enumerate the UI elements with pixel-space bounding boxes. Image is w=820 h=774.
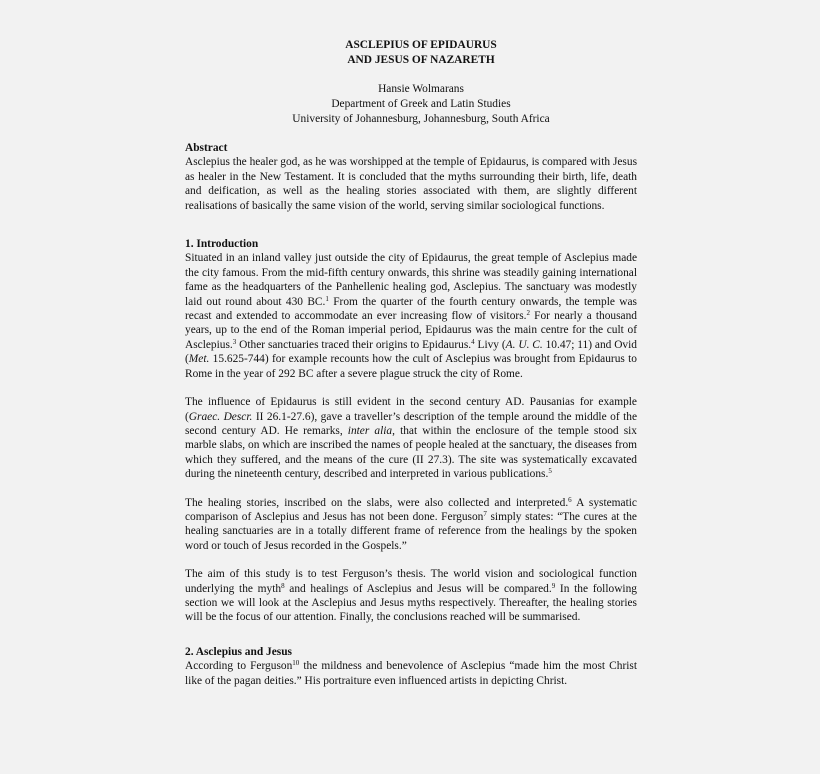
footnote-ref: 10 [292,659,300,668]
footnote-ref: 9 [551,581,556,590]
paper-content [185,38,637,688]
title-line-2: AND JESUS OF NAZARETH [347,54,495,66]
author-name: Hansie Wolmarans [378,83,464,95]
footnote-ref: 2 [526,309,530,318]
paper-title [185,38,637,68]
introduction-paragraph-2: The influence of Epidaurus is still evident in the second century AD. Pausanias for example (Graec. Descr. II 26.1-27.6), gave a traveller’s description of the temple around the middle of the second century AD. He remarks, inter alia, that within the enclosure of the temple stood six marble slabs, on which are inscribed the names of people healed at the sanctuary, the diseases from which they suffered, and the means of the cure (II 27.3). The site was systematically excavated during the nineteenth century, described and interpreted in various publications.$^5$ [185,396,637,481]
author-block [185,82,637,127]
introduction-paragraph-1: Situated in an inland valley just outside the city of Epidaurus, the great temple of Asclepius made the city famous. From the mid-fifth century onwards, this shrine was steadily gaining international fame as the headquarters of the Panhellenic healing god, Asclepius. The sanctuary was modestly laid out round about 430 BC.$^1$ From the quarter of the fourth century onwards, the temple was recast and extended to accommodate an ever increasing flow of visitors.$^2$ For nearly a thousand years, up to the end of the Roman imperial period, Epidaurus was the main centre for the cult of Asclepius.$^3$ Other sanctuaries traced their origins to Epidaurus.$^4$ Livy (A. U. C. 10.47; 11) and Ovid (Met. 15.625-744) for example recounts how the cult of Asclepius was brought from Epidaurus to Rome in the year of 292 BC after a severe plague struck the city of Rome. [185,252,637,380]
introduction-section [185,237,637,625]
introduction-paragraph-4: The aim of this study is to test Ferguson’s thesis. The world vision and sociological function underlying the myth$^8$ and healings of Asclepius and Jesus will be compared.$^9$ In the following section we will look at the Asclepius and Jesus myths respectively. Thereafter, the healing stories will be the focus of our attention. Finally, the conclusions reached will be summarised. [185,568,637,624]
footnote-ref: 4 [471,337,475,346]
footnote-ref: 3 [232,337,237,346]
footnote-ref: 7 [483,509,487,518]
footnote-ref: 1 [325,294,329,303]
abstract-section [185,141,637,213]
introduction-paragraph-3: The healing stories, inscribed on the slabs, were also collected and interpreted.$^6$ A systematic comparison of Asclepius and Jesus has not been done. Ferguson$^7$ simply states: “The cures at the healing sanctuaries are in a totally different frame of reference from the healings by the spoken word or touch of Jesus recorded in the Gospels.” [185,495,637,552]
asclepius-jesus-section [185,645,637,688]
introduction-heading: 1. Introduction [185,238,259,251]
author-department: Department of Greek and Latin Studies [331,98,511,110]
abstract-text: Asclepius the healer god, as he was worshipped at the temple of Epidaurus, is compared with Jesus as healer in the New Testament. It is concluded that the myths surrounding their birth, life, death and deification, as well as the healing stories associated with them, are slightly different realisations of basically the same vision of the world, serving similar sociological functions. [185,156,637,212]
section-2-paragraph-1: According to Ferguson$^{10}$ the mildness and benevolence of Asclepius “made him the most Christ like of the pagan deities.” His portraiture even influenced artists in depicting Christ. [185,659,638,687]
footnote-ref: 8 [281,581,285,590]
footnote-ref: 6 [568,495,572,504]
author-university: University of Johannesburg, Johannesburg, South Africa [292,113,550,125]
title-line-1: ASCLEPIUS OF EPIDAURUS [345,39,497,51]
footnote-ref: 5 [548,467,552,476]
section-2-heading: 2. Asclepius and Jesus [185,645,292,658]
abstract-heading: Abstract [185,142,228,154]
